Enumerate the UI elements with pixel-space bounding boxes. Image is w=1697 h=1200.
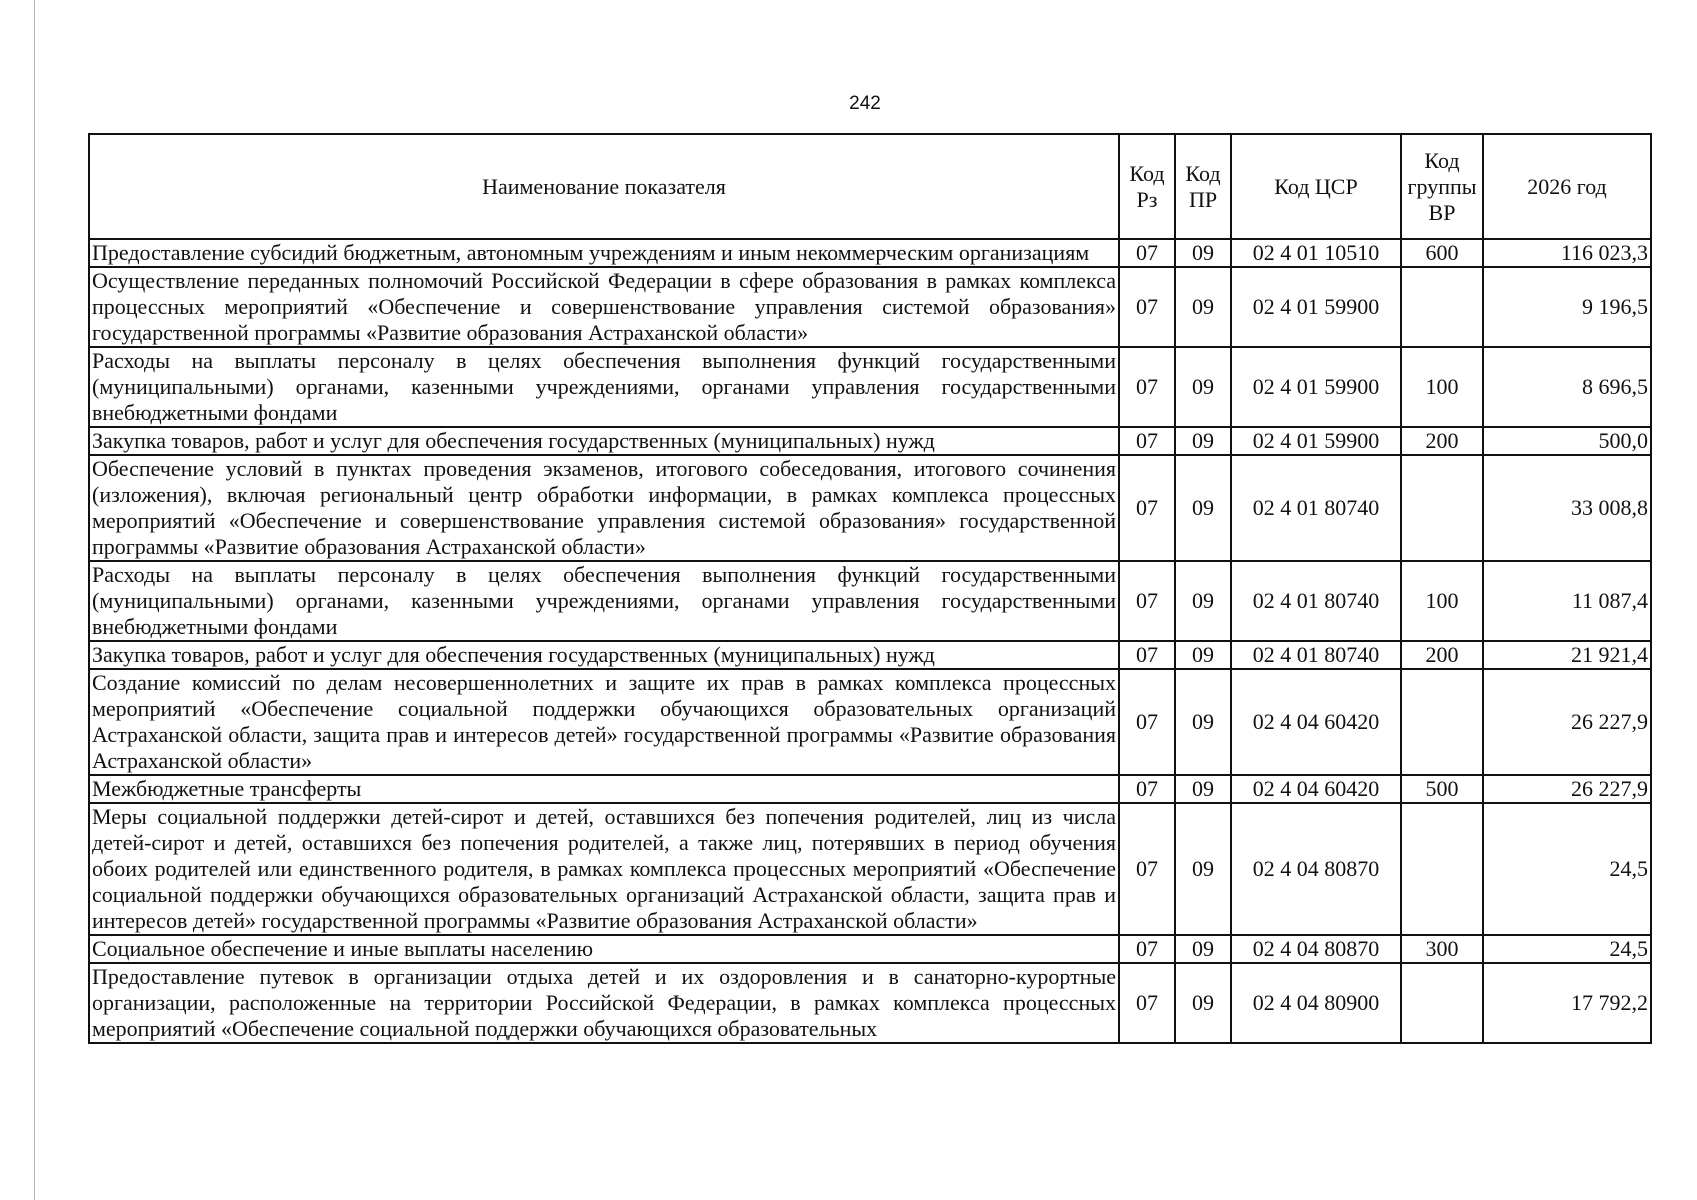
row-vr: 300 [1401,935,1483,963]
header-pr: Код ПР [1175,134,1231,239]
table-row [89,935,1651,963]
row-csr: 02 4 01 80740 [1231,455,1401,561]
header-csr: Код ЦСР [1231,134,1401,239]
row-rz: 07 [1119,775,1175,803]
row-csr: 02 4 01 10510 [1231,239,1401,267]
row-pr: 09 [1175,561,1231,641]
row-rz: 07 [1119,963,1175,1043]
header-year: 2026 год [1483,134,1651,239]
row-amount: 116 023,3 [1483,239,1651,267]
budget-table [88,133,1652,1044]
row-vr [1401,267,1483,347]
row-rz: 07 [1119,641,1175,669]
row-rz: 07 [1119,561,1175,641]
row-vr: 500 [1401,775,1483,803]
row-rz: 07 [1119,935,1175,963]
row-pr: 09 [1175,455,1231,561]
row-pr: 09 [1175,669,1231,775]
table-header-row [89,134,1651,239]
row-rz: 07 [1119,455,1175,561]
row-name: Расходы на выплаты персоналу в целях обеспечения выполнения функций государственными (муниципальными) органами, казенными учреждениями, органами управления государственными внебюджетными фондами [89,347,1119,427]
table-row [89,347,1651,427]
row-pr: 09 [1175,935,1231,963]
row-csr: 02 4 04 80900 [1231,963,1401,1043]
row-csr: 02 4 04 60420 [1231,775,1401,803]
row-amount: 8 696,5 [1483,347,1651,427]
row-rz: 07 [1119,427,1175,455]
row-vr: 100 [1401,347,1483,427]
row-amount: 33 008,8 [1483,455,1651,561]
row-csr: 02 4 01 80740 [1231,641,1401,669]
row-name: Создание комиссий по делам несовершеннолетних и защите их прав в рамках комплекса процессных мероприятий «Обеспечение социальной поддержки обучающихся образовательных организаций Астраханской области, защита прав и интересов детей» государственной программы «Развитие образования Астраханской области» [89,669,1119,775]
row-csr: 02 4 01 59900 [1231,267,1401,347]
row-pr: 09 [1175,347,1231,427]
row-csr: 02 4 04 80870 [1231,803,1401,935]
table-row [89,669,1651,775]
page-number: 242 [849,93,881,114]
row-name: Предоставление субсидий бюджетным, автономным учреждениям и иным некоммерческим организациям [89,239,1119,267]
row-name: Межбюджетные трансферты [89,775,1119,803]
row-vr: 100 [1401,561,1483,641]
table-row [89,427,1651,455]
table-row [89,267,1651,347]
row-amount: 26 227,9 [1483,669,1651,775]
row-vr [1401,963,1483,1043]
row-name: Осуществление переданных полномочий Российской Федерации в сфере образования в рамках комплекса процессных мероприятий «Обеспечение и совершенствование управления системой образования» государственной программы «Развитие образования Астраханской области» [89,267,1119,347]
row-amount: 26 227,9 [1483,775,1651,803]
row-pr: 09 [1175,427,1231,455]
row-name: Расходы на выплаты персоналу в целях обеспечения выполнения функций государственными (муниципальными) органами, казенными учреждениями, органами управления государственными внебюджетными фондами [89,561,1119,641]
row-pr: 09 [1175,641,1231,669]
row-pr: 09 [1175,239,1231,267]
row-csr: 02 4 01 59900 [1231,347,1401,427]
scan-edge-line [34,0,35,1200]
row-vr: 200 [1401,427,1483,455]
row-amount: 24,5 [1483,935,1651,963]
row-csr: 02 4 04 80870 [1231,935,1401,963]
row-name: Предоставление путевок в организации отдыха детей и их оздоровления и в санаторно-курортные организации, расположенные на территории Российской Федерации, в рамках комплекса процессных мероприятий «Обеспечение социальной поддержки обучающихся образовательных [89,963,1119,1043]
header-name: Наименование показателя [89,134,1119,239]
table-row [89,455,1651,561]
row-name: Закупка товаров, работ и услуг для обеспечения государственных (муниципальных) нужд [89,641,1119,669]
row-rz: 07 [1119,803,1175,935]
table-row [89,561,1651,641]
row-rz: 07 [1119,347,1175,427]
row-rz: 07 [1119,267,1175,347]
row-csr: 02 4 04 60420 [1231,669,1401,775]
row-amount: 9 196,5 [1483,267,1651,347]
row-vr [1401,669,1483,775]
table-row [89,775,1651,803]
table-row [89,803,1651,935]
table-row [89,239,1651,267]
row-pr: 09 [1175,963,1231,1043]
row-name: Социальное обеспечение и иные выплаты населению [89,935,1119,963]
row-amount: 17 792,2 [1483,963,1651,1043]
row-vr: 600 [1401,239,1483,267]
row-amount: 11 087,4 [1483,561,1651,641]
row-rz: 07 [1119,669,1175,775]
header-rz: Код Рз [1119,134,1175,239]
row-vr: 200 [1401,641,1483,669]
row-rz: 07 [1119,239,1175,267]
row-csr: 02 4 01 59900 [1231,427,1401,455]
row-amount: 21 921,4 [1483,641,1651,669]
row-name: Закупка товаров, работ и услуг для обеспечения государственных (муниципальных) нужд [89,427,1119,455]
row-pr: 09 [1175,803,1231,935]
row-amount: 24,5 [1483,803,1651,935]
table-row [89,963,1651,1043]
row-csr: 02 4 01 80740 [1231,561,1401,641]
row-pr: 09 [1175,267,1231,347]
table-row [89,641,1651,669]
row-vr [1401,803,1483,935]
row-vr [1401,455,1483,561]
row-amount: 500,0 [1483,427,1651,455]
row-pr: 09 [1175,775,1231,803]
header-vr: Код группы ВР [1401,134,1483,239]
row-name: Обеспечение условий в пунктах проведения экзаменов, итогового собеседования, итогового сочинения (изложения), включая региональный центр обработки информации, в рамках комплекса процессных мероприятий «Обеспечение и совершенствование управления системой образования» государственной программы «Развитие образования Астраханской области» [89,455,1119,561]
row-name: Меры социальной поддержки детей-сирот и детей, оставшихся без попечения родителей, лиц из числа детей-сирот и детей, оставшихся без попечения родителей, а также лиц, потерявших в период обучения обоих родителей или единственного родителя, в рамках комплекса процессных мероприятий «Обеспечение социальной поддержки обучающихся образовательных организаций Астраханской области, защита прав и интересов детей» государственной программы «Развитие образования Астраханской области» [89,803,1119,935]
